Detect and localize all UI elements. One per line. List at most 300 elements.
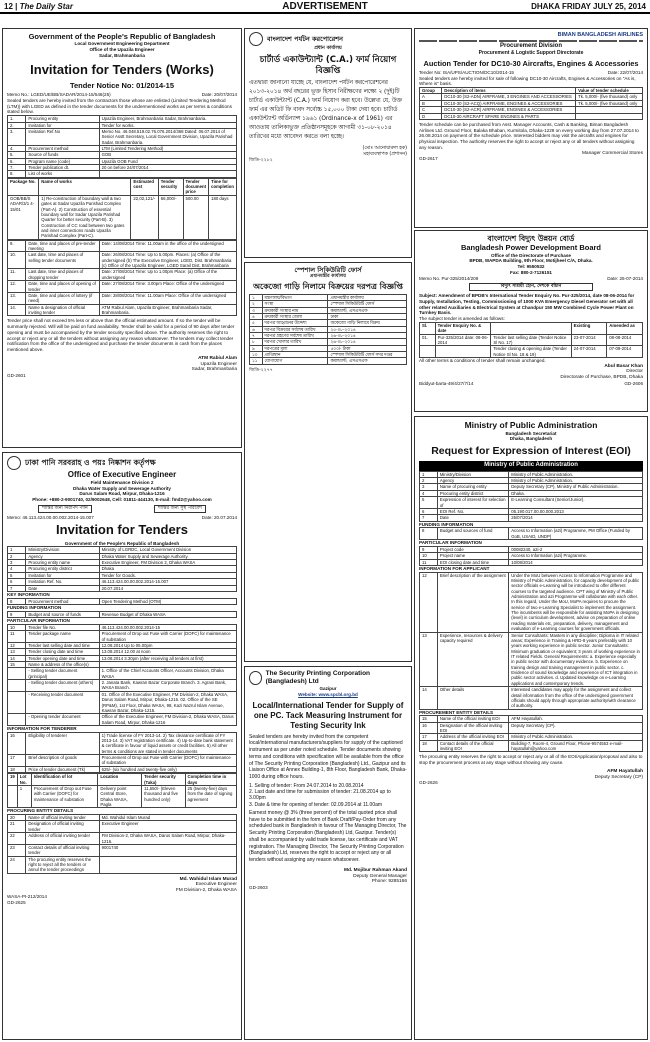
bpdb-slogan: বিদ্যুৎ সাশ্রয়ী হোন, দেশকে বাঁচান: [469, 283, 593, 291]
lged-row: [8, 240, 237, 252]
table-cell-0: 6.: [8, 158, 26, 164]
table-cell-2: Deputy Secretary (CP).: [509, 722, 643, 734]
table-cell-2: প্রধানমন্ত্রীর কার্যালয়: [328, 294, 407, 300]
table-cell-2: 46.113.424.00.00.002.2014-15.007: [99, 579, 236, 585]
mopa-row: [420, 559, 643, 565]
mopa-row: [420, 722, 643, 734]
parjatan-ca-ad: [244, 28, 412, 258]
table-cell-2: Dhaka.: [509, 490, 643, 496]
table-cell-2: স্পেশাল সিকিউরিটি ফোর্স: [328, 301, 407, 307]
table-cell-2: Tk. 5,000/- (five thousand) only: [576, 100, 643, 106]
mopa-row: [420, 687, 643, 709]
wasa-row: [8, 714, 237, 726]
table-cell-1: The procuring entity reserves the right to reject all the tenders or annul the tender proceedings: [26, 856, 99, 873]
table-cell-1: Name of procuring entity: [437, 484, 508, 490]
table-cell-0: 5: [8, 572, 26, 578]
table-cell-1: Date: [437, 515, 508, 521]
biman-intro: Sealed tenders are hereby invited for sale of following DC10-30 Aircrafts, Engines & Accessories on "As is, Where is" basis.: [419, 75, 636, 87]
spcbl-title: Local/International Tender for Supply of one PC. Tack Measuring Instrument for Testing Security Ink: [252, 700, 404, 730]
wasa-sec-off: PROCURING ENTITY DETAILS: [7, 808, 74, 814]
biman-row: [420, 113, 643, 119]
mopa-row: [420, 528, 643, 540]
table-cell-0: 10: [8, 624, 26, 630]
table-cell-2: 05.190.017.00.00.000.2013: [509, 508, 643, 514]
mopa-sec-part: PARTICULAR INFORMATION: [419, 540, 482, 546]
table-cell-1: যোগাযোগ: [262, 358, 328, 364]
table-cell-0: 3: [8, 560, 26, 566]
table-cell-2: 25/07/2014: [509, 515, 643, 521]
parjatan-title: বাংলাদেশ পর্যটন করপোরেশন: [267, 34, 343, 43]
table-cell-1: Invitation for: [26, 122, 99, 128]
mopa-tail: The procuring entity reserves the right to accept or reject any or all of the EOI/Application/proposal and also to stop the procurement process at any stage without showing any cause.: [419, 754, 643, 766]
table-cell-0: 14: [420, 687, 438, 709]
lged-row: [8, 171, 237, 177]
biman-row: [420, 94, 643, 100]
table-cell-1: Brief description of the assignment: [437, 572, 508, 632]
table-cell-2: 20 on before 24/07/2014: [99, 165, 236, 171]
mopa-sec: Bangladesh Secretariat: [505, 430, 557, 436]
table-cell-0: 18: [8, 766, 26, 772]
table-cell-1: Contact details of the official inviting EOI: [437, 740, 508, 752]
wasa-row: [8, 766, 237, 772]
table-cell-1: Agency: [26, 553, 99, 559]
table-cell-0: 1: [420, 471, 438, 477]
table-cell-2: Office of the Executive Engineer, FM Division-2, Dhaka WASA, Darus Salam Road, Mirpur, Dhaka-1216: [99, 714, 236, 726]
parjatan-ref: জিডি-২২৮২: [249, 157, 273, 163]
table-cell-2: E-Learning Consultant (Senior/Junior).: [509, 497, 643, 509]
bpdb-tel: Tel: 9550532: [517, 264, 545, 270]
wasa-lot-head-5: Completion time in days: [185, 774, 236, 786]
table-cell-2: [99, 856, 236, 873]
parjatan-signer-title: মহাব্যবস্থাপক (প্রশাসন): [363, 151, 407, 157]
table-cell-1: Date: [26, 585, 99, 591]
wasa-row: [8, 833, 237, 845]
table-cell-0: 6: [420, 508, 438, 514]
table-cell-2: Date: 27/08/2014 Time: Up to 1.00pm Place: (a) Office of the undersigned: [99, 269, 236, 281]
lged-works-cell-0: GOB/BB/S ADAR/3/1 4-15/01: [8, 195, 39, 239]
table-cell-0: 3.: [8, 128, 26, 145]
biman-ref: GD-2617: [419, 156, 438, 162]
ssf-heading: অকেজো গাড়ি নিলামে বিক্রয়ের দরপত্র বিজ্ঞপ্তি: [253, 281, 403, 291]
wasa-row: [8, 821, 237, 833]
table-cell-0: 4.: [8, 145, 26, 151]
table-cell-2: Ministry of Public Administration.: [509, 734, 643, 740]
table-cell-2: Upazila Engineer, Brahmanbaria Sadar, Brahmanbaria.: [99, 116, 236, 122]
wasa-date: Date: 20.07.2014: [201, 514, 237, 520]
table-cell-2: ২৬-০৮-২০১৪: [328, 339, 407, 345]
wasa-cell-1: Procurement method: [26, 598, 99, 604]
table-cell-2: কমান্ড্যান্ট, এসএসএফ: [328, 358, 407, 364]
mopa-signer-title: Deputy Secretary (CP): [594, 774, 643, 780]
table-cell-2: AFM Hayatullah.: [509, 716, 643, 722]
table-cell-2: ২৫-০৮-২০১৪: [328, 326, 407, 332]
table-cell-1: Last date, time and places of selling tender documents: [26, 252, 99, 269]
wasa-lot-head-2: Identification of lot: [31, 774, 98, 786]
bpdb-head-2: [491, 322, 571, 334]
spcbl-sched-3: 3. Date & time for opening of tender: 02.09.2014 at 11.00am: [249, 801, 383, 808]
table-cell-0: 4: [8, 566, 26, 572]
table-cell-2: [576, 113, 643, 119]
bpdb-addr: BPDB, WAPDA Building, 9th Floor, Motijheel C/A, Dhaka.: [469, 258, 593, 264]
biman-body: Tender schedule can be purchased from Asst. Manager Accounts, Cash & Banking, Biman Bangladesh Airlines Ltd. Ground Floor, Balaka Bhaban, Kurmitola, Dhaka-1229 on every working day from 27.07.2014 to 26.08.2014 on payment of the schedule price. Interested bidders may visit the aircrafts and engines for physical inspection. The authority reserves the right to accept or reject any or all tenders without assigning any reason.: [419, 121, 639, 150]
wasa-gov: Government of the People's Republic of Bangladesh: [64, 540, 180, 546]
mopa-band: Ministry of Public Administration: [419, 461, 643, 471]
wasa-sec-tenderer: INFORMATION FOR TENDERER: [7, 725, 77, 731]
mopa-city: Dhaka, Bangladesh: [509, 436, 553, 442]
table-cell-1: Experience, resources & delivery capacity required: [437, 632, 508, 687]
table-cell-2: Executive Engineer, FM Division 2, Dhaka WASA: [99, 560, 236, 566]
wasa-lot-head-0: 19: [8, 774, 18, 786]
section-title: ADVERTISEMENT: [282, 1, 368, 12]
table-cell-1: Address of official inviting tender: [26, 833, 99, 845]
lged-row: [8, 281, 237, 293]
bpdb-signer-dept: Directorate of Purchase, BPDB, Dhaka: [560, 375, 643, 381]
table-cell-0: 13.: [8, 292, 26, 304]
wasa-table: [7, 546, 237, 592]
table-cell-1: - Receiving tender document: [26, 691, 99, 713]
wasa-row: [8, 691, 237, 713]
wasa-sec-part: PARTICULAR INFORMATION: [7, 618, 70, 624]
spcbl-tender-ad: [244, 666, 412, 1040]
wasa-div: Field Maintenance Division 2: [90, 480, 154, 485]
table-cell-1: DC10-30 (S2-ADN) AIRFRAME, 3 ENGINES AND ACCESSORIES: [442, 94, 576, 100]
table-cell-0: 4: [420, 490, 438, 496]
lged-works-head-3: Tender security: [158, 178, 183, 195]
lged-table-2: [7, 240, 237, 317]
table-cell-1: Project code: [437, 546, 508, 552]
lged-works-cell-4: 500.00: [183, 195, 209, 239]
table-cell-1: Last date, time and places of dropping tender: [26, 269, 99, 281]
table-cell-2: [99, 171, 236, 177]
wasa-tender-ad: [2, 452, 242, 1040]
lged-dept: Local Government Engineering Department: [74, 41, 170, 47]
table-cell-1: Expression of interest for selection of: [437, 497, 508, 509]
mopa-title: Request for Expression of Interest (EOI): [431, 445, 631, 458]
table-cell-1: দরপত্র বিক্রয়ের সর্বশেষ তারিখ: [262, 326, 328, 332]
bpdb-tail: All other terms & conditions of tender shall remain unchanged.: [419, 357, 546, 363]
table-cell-1: Contact details of official inviting tender: [26, 844, 99, 856]
table-cell-2: Dhaka Water Supply and Sewerage Authority.: [99, 553, 236, 559]
mopa-row: [420, 515, 643, 521]
bpdb-subject: Subject: Amendment of BPDB's International Tender Enquiry No. Pur-325/2014, date 08-06-2014 for Supply, Installation, Testing, Commissioning of 1000 KVA Emergency Diesel Generator set with all other related Auxiliaries & Electrical System at Chandpur 150 MW Combined Cycle Power Plant on Turnkey Basis.: [419, 293, 635, 316]
bpdb-head-0: Sl.: [420, 322, 436, 334]
table-cell-0: 3: [420, 484, 438, 490]
table-cell-0: 15: [420, 716, 438, 722]
table-cell-0: 21: [8, 821, 26, 833]
table-cell-1: দরপত্র খোলার তারিখ: [262, 339, 328, 345]
lged-works-cell-2: 22,02,121/-: [131, 195, 158, 239]
table-cell-2: Tk. 5,000/- (five thousand) only: [576, 94, 643, 100]
table-cell-2: Tender closing & opening date (Tender Notice Sl No. 18 & 19): [491, 346, 571, 358]
table-cell-2: ঢাকা: [328, 313, 407, 319]
bpdb-table: [419, 322, 643, 358]
table-cell-2: Date: 26/08/2014 Time: Up to 5.00pm. Places: (a) Office of the undersigned (b) The Executive Engineer, LGED, Dist. Brahmanbaria (c) Office of the Upazila Engineer, LGED Sarail Dist. Brahmanbaria: [99, 252, 236, 269]
table-cell-0: 13: [420, 632, 438, 687]
dateline: DHAKA FRIDAY JULY 25, 2014: [531, 2, 646, 11]
spcbl-sched-2: 2. Last date and time for submission of tender: 21.08.2014 up to 3.00pm: [249, 789, 391, 802]
wasa-lot-head-3: Location: [98, 774, 142, 786]
table-cell-1: - Opening tender document: [26, 714, 99, 726]
biman-title: Auction Tender for DC10-30 Aircrafts, Engines & Accessories: [423, 58, 639, 68]
spcbl-signer: Md. Mojibur Rahman Akand: [344, 867, 407, 873]
table-cell-1: Eligibility of tenderer: [26, 732, 99, 754]
table-cell-0: B: [420, 100, 442, 106]
table-cell-1: Ministry/Division: [26, 547, 99, 553]
table-cell-0: 16: [420, 722, 438, 734]
bpdb-fax: Fax: 880-2-7126151: [510, 269, 552, 275]
table-cell-2: GOB: [99, 152, 236, 158]
biman-table: [419, 87, 643, 120]
parjatan-body: এতদ্বারা জানানো যাচ্ছে যে, বাংলাদেশ পর্যটন করপোরেশনের ২০১৩-২০১৪ অর্থ বছরের ভূক্ত হিসাব নিরীক্ষণের লক্ষ্যে ২ (দুই)টি চার্টার্ড একাউন্ট্যান্ট (C.A.) ফার্ম নিয়োগ করা হবে। উল্লেখ্য যে, উক্ত ফার্ম এর অডিট ফি বাবদ সর্বোচ্চ ১৫,০০০ টাকা দেয়া হবে। চার্টার্ড একাউন্ট্যান্ট অর্ডিন্যান্স ১৯৬১ (Ordinance-x of 1961) এর আওতায় তালিকাভুক্ত প্রতিষ্ঠানসমূহকে আগামী ৩১-০৮-২০১৪ তারিখের মধ্যে আবেদন করতে বলা হচ্ছে।: [249, 80, 402, 141]
wasa-signer-title: Executive Engineer: [195, 882, 237, 888]
table-cell-1: Name & designation of official inviting tender: [26, 304, 99, 316]
table-cell-2: Md. Wahidul Islam Murad: [99, 815, 236, 821]
table-cell-1: Other details: [437, 687, 508, 709]
table-cell-0: 2.: [8, 122, 26, 128]
table-cell-1: Tender publication dt.: [26, 165, 99, 171]
table-cell-2: LTM (Limited Tendering Method): [99, 145, 236, 151]
wasa-addr: Darus Salam Road, Mirpur, Dhaka-1216: [79, 491, 165, 497]
mopa-row: [420, 740, 643, 752]
table-cell-2: 00082240, a2i-2: [509, 546, 643, 552]
mopa-sec-app: INFORMATION FOR APPLICANT: [419, 565, 490, 571]
table-cell-0: [420, 346, 436, 358]
mopa-row: [420, 632, 643, 687]
bpdb-head-4: Amended as: [607, 322, 643, 334]
parjatan-signer: (মোঃ আনোয়ারুল হক): [362, 146, 407, 152]
mopa-sec-ent: PROCUREMENT ENTITY DETAILS: [419, 709, 494, 715]
table-cell-2: 01. Office of the Executive Engineer, FM Division-2, Dhaka WASA, Darus Salam Road, Mirpur, Dhaka-1216. 02. Office of the SE (RP&M), 1st Floor, Dhaka WASA, 98, Kazi Nazrul Islam Avenue, Kawran Bazar, Dhaka-1215.: [99, 691, 236, 713]
table-cell-2: কমান্ড্যান্ট, এসএসএফ: [328, 307, 407, 313]
spcbl-body: Sealed tenders are hereby invited from the competent local/international manufacturers/suppliers for supply of the captioned instrument as per under noted schedule. Tender documents showing terms and conditions with specification will be available from the office of The Security Printing Corporation (Bangladesh) Ltd., Gazipur and its Liaison Office at Annex Building-1, 8th Floor, Bangladesh Bank, Dhaka-1000 during office hours.: [249, 733, 407, 781]
table-cell-2: Procurement of Drop out Fuse with Carrier (DOFC) for maintenance of substation: [99, 755, 236, 767]
table-cell-2: Access to Information (a2i) Programme, PM Office (Funded by GoB, USAID, UNDP): [509, 528, 643, 540]
biman-signer: Manager Commercial Stores: [581, 150, 643, 156]
wasa-row: [8, 585, 237, 591]
table-cell-1: EOI Ref. No.: [437, 508, 508, 514]
biman-row: [420, 100, 643, 106]
lged-memo: Memo No.: LGED/UE/BB/SADAR/2014-15/546(25): [7, 92, 111, 98]
table-cell-2: 12.08.2014 Up to 05.00pm: [99, 642, 236, 648]
spcbl-signer-title: Deputy General Manager: [353, 873, 407, 879]
lged-notice: Tender Notice No: 01/2014-15: [69, 80, 175, 90]
table-cell-2: অকেজো গাড়ি নিলামে বিক্রয়: [328, 320, 407, 326]
bpdb-title-bn: বাংলাদেশ বিদ্যুৎ উন্নয়ন বোর্ড: [487, 234, 575, 243]
table-cell-0: 5.: [8, 152, 26, 158]
table-cell-1: DC10-30 AIRCRAFT SPARE ENGINES & PARTS: [442, 113, 576, 119]
bpdb-date: Date: 25-07-2014: [607, 275, 643, 281]
spcbl-logo-icon: [249, 671, 262, 685]
wasa-auth: Dhaka Water Supply and Sewerage Authority: [73, 485, 171, 491]
bpdb-title: Bangladesh Power Development Board: [460, 243, 602, 253]
table-cell-0: 17: [8, 755, 26, 767]
table-cell-1: Invitation for: [26, 572, 99, 578]
bpdb-row: [420, 334, 643, 346]
wasa-cell-2: Open Tendering Method (OTM): [99, 598, 236, 604]
mopa-eoi-ad: [414, 416, 648, 1040]
table-cell-1: ক্রয়কারী সংস্থার জেলা: [262, 313, 328, 319]
parjatan-heading: চার্টার্ড একাউন্ট্যান্ট (C.A.) ফার্ম নিয়োগ বিজ্ঞপ্তি: [259, 54, 397, 76]
table-cell-4: 07-09-2014: [607, 346, 643, 358]
table-cell-2: স্পেশাল সিকিউরিটি ফোর্স সদর দপ্তর: [328, 352, 407, 358]
table-cell-0: 14: [8, 655, 26, 661]
table-cell-1: মন্ত্রণালয়/বিভাগ: [262, 294, 328, 300]
lged-place: Sadar, Brahmanbaria: [99, 52, 145, 58]
table-cell-2: 1) Trade license of FY 2013-14. 2) Tax clearance certificate of FY 2013-14. 3) VAT registration certificate. 4) Up-to-date bank statement & certificate in favour of liquid assets or credit facilities. 5) All other terms & conditions are stated in tender documents: [99, 732, 236, 754]
lged-tender-ad: [2, 28, 242, 448]
table-cell-2: Tender for works.: [99, 122, 236, 128]
table-cell-1: Ministry/Division: [437, 471, 508, 477]
parjatan-logo-icon: [249, 32, 263, 46]
table-cell-1: DC10-30 (S2-ACR) AIRFRAME, ENGINES & ACCESSORIES: [442, 107, 576, 113]
bpdb-head-3: Existing: [571, 322, 607, 334]
table-cell-2: FM Division-2, Dhaka WASA, Darus Salam Road, Mirpur, Dhaka-1216.: [99, 833, 236, 845]
table-cell-0: 22: [8, 833, 26, 845]
table-cell-2: 13.08.2014 3.30pm (after receiving all tenders at first): [99, 655, 236, 661]
table-cell-1: Procuring entity district: [437, 490, 508, 496]
spcbl-phone: Phone: 9285166: [371, 879, 407, 885]
table-cell-1: Brief description of goods: [26, 755, 99, 767]
table-cell-1: Invitation Ref.No: [26, 128, 99, 145]
table-cell-0: [8, 668, 26, 680]
table-cell-1: Tender opening date and time: [26, 655, 99, 661]
table-cell-0: 01.: [420, 334, 436, 346]
table-cell-0: 16: [8, 732, 26, 754]
table-cell-2: Senior Consultants: Masters in any discipline; Diploma in IT related areas; Experience in Training & HRD-8 years preferably with 10 years working experience in public sector. Junior Consultants: Minimum graduation or equivalent; 3 years of working experience in IT related Fields. General Requirements: a. Experience especially in public sector with documentary evidence. b. Experience on training design and training management in public sector. c. Evidence of sound knowledge and experience of ICT integration in public sector activities. d. Updated knowledge on e-Learning applications and contemporary trends.: [509, 632, 643, 687]
table-cell-0: ২: [250, 301, 263, 307]
table-cell-0: A: [420, 94, 442, 100]
table-cell-1: Invitation Ref. No.: [26, 579, 99, 585]
table-cell-1: প্রাপ্তিস্থান: [262, 352, 328, 358]
table-cell-0: 15: [8, 661, 26, 667]
spcbl-name: The Security Printing Corporation (Bangladesh) Ltd: [265, 670, 371, 686]
wasa-lot-cell-0: [8, 785, 18, 807]
table-cell-1: Procuring entity district: [26, 566, 99, 572]
wasa-lot-cell-4: 11,550/- (Eleven thousand and five hundred only): [142, 785, 185, 807]
wasa-lot-cell-3: Delivery point Central Store, Dhaka WASA, Pagla: [98, 785, 142, 807]
wasa-cell-0: 8: [8, 598, 26, 604]
table-cell-2: Deputy Secretary (CP), Ministry of Public Administration.: [509, 484, 643, 490]
lged-works-cell-5: 180 days: [209, 195, 237, 239]
wasa-lot-head-1: Lot No.: [17, 774, 31, 786]
lged-office: Office of the Upazila Engineer: [89, 47, 155, 53]
lged-works-head-5: Time for completion: [209, 178, 237, 195]
wasa-logo-icon: [7, 456, 21, 470]
table-cell-2: Access to Information (a2i) Programme.: [509, 553, 643, 559]
table-cell-2: Ministry of Public Administration.: [509, 478, 643, 484]
table-cell-0: C: [420, 107, 442, 113]
wasa-ref: GD-2625: [7, 899, 26, 905]
table-cell-0: 18: [420, 740, 438, 752]
table-cell-2: 9001740: [99, 844, 236, 856]
table-cell-1: List of works: [26, 171, 99, 177]
table-cell-2: 10/08/2014: [509, 559, 643, 565]
table-cell-0: 13: [8, 649, 26, 655]
lged-row: [8, 304, 237, 316]
biman-date: Date: 22/07/2014: [607, 69, 643, 75]
table-cell-2: Tender last selling date (Tender Notice Sl No. 17): [491, 334, 571, 346]
lged-works-head-1: Name of works: [39, 178, 131, 195]
wasa-title: Invitation for Tenders: [56, 522, 188, 538]
table-cell-0: [8, 680, 26, 692]
table-cell-0: 11: [8, 631, 26, 643]
biman-ref-no: Tender No: ISA/UPS/AUCTION/DC10/2014-15: [419, 69, 514, 75]
wasa-cell-0: 9: [8, 611, 26, 617]
spcbl-ref: GD-2603: [249, 885, 268, 891]
biman-head-1: Description of items: [442, 88, 576, 94]
table-cell-0: 1.: [8, 116, 26, 122]
table-cell-0: ৭: [250, 333, 263, 339]
wasa-title-bn: ঢাকা পানি সরবরাহ ও পয়ঃ নিষ্কাশন কর্তৃপক্ষ: [25, 458, 156, 468]
table-cell-1: Tender last selling date and time: [26, 642, 99, 648]
table-cell-1: Designation of official inviting tender: [26, 821, 99, 833]
wasa-lot-cell-2: Procurement of Drop out Fuse with Carrier (DOFC) for maintenance of substation: [31, 785, 98, 807]
table-cell-1: Address of the official inviting EOI: [437, 734, 508, 740]
table-cell-3: 23-07-2014: [571, 334, 607, 346]
table-cell-0: 2: [420, 478, 438, 484]
table-cell-0: 7: [8, 585, 26, 591]
wasa-row: [8, 844, 237, 856]
spcbl-website-link[interactable]: Website: www.spcbl.org.bd: [298, 691, 358, 697]
table-cell-2: 46.113.424.00.00.002.2014-15: [99, 624, 236, 630]
table-cell-1: Name of official inviting tender: [26, 815, 99, 821]
table-cell-0: ৪: [250, 313, 263, 319]
lged-row: [8, 252, 237, 269]
bpdb-ref: GD-2606: [624, 380, 643, 386]
table-cell-1: Pur-325/2014 date: 08-06-2014: [435, 334, 491, 346]
bpdb-head-1: Tender Enquiry No. & date: [435, 322, 491, 334]
lged-signer-title: Upazila Engineer: [200, 361, 237, 367]
table-cell-0: 8: [420, 528, 438, 540]
table-cell-2: Tender for Goods.: [99, 572, 236, 578]
page-number-and-paper: 12 | The Daily Star: [4, 2, 73, 11]
biman-dept: Procurement Division: [499, 42, 562, 49]
wasa-cell-1: Budget and source of funds: [26, 611, 99, 617]
table-cell-0: [8, 714, 26, 726]
table-cell-2: Executive Engineer: [99, 821, 236, 833]
mopa-ministry: Ministry of Public Administration: [464, 420, 598, 430]
table-cell-1: দরপত্রের মূল্য: [262, 345, 328, 351]
biman-auction-ad: [414, 28, 648, 228]
table-cell-2: 20.07.2014: [99, 585, 236, 591]
bpdb-ad: [414, 230, 648, 412]
table-cell-0: 2: [8, 553, 26, 559]
lged-table: [7, 115, 237, 178]
lged-row: [8, 269, 237, 281]
table-cell-2: Date: 14/08/2014 Time: 11.00am in the office of the undersigned: [99, 240, 236, 252]
wasa-row: [8, 631, 237, 643]
wasa-memo: Memo: 46.113.424.00.00.002.2014-15.007: [7, 514, 94, 520]
table-cell-1: Date, time and places of opening of tender: [26, 281, 99, 293]
table-cell-2: 2. Janata Bank, Kawran Bazar Corporate Branch. 3. Agrani Bank, WASA Branch.: [99, 680, 236, 692]
wasa-lot-cell-1: 1: [17, 785, 31, 807]
page-header: [0, 0, 650, 14]
table-cell-1: Name & address of the office(s): [26, 661, 99, 667]
table-cell-1: Source of funds: [26, 152, 99, 158]
table-cell-0: ৮: [250, 339, 263, 345]
wasa-slogan-2: শান্তির জন্য সুস্থ পরিবেশ: [154, 505, 206, 513]
table-cell-1: Date, time and places of pre-tender meeting: [26, 240, 99, 252]
lged-works-head-2: Estimated cost: [131, 178, 158, 195]
table-cell-0: 9.: [8, 240, 26, 252]
lged-works-head-0: Package No.: [8, 178, 39, 195]
lged-signer: ATM Rabiul Alam: [198, 355, 237, 361]
lged-works-table: [7, 178, 237, 240]
table-cell-0: 6: [8, 579, 26, 585]
table-cell-2: Upazila GOB Fund: [99, 158, 236, 164]
mopa-signer: AFM Hayatullah: [607, 768, 643, 774]
wasa-row: [8, 755, 237, 767]
